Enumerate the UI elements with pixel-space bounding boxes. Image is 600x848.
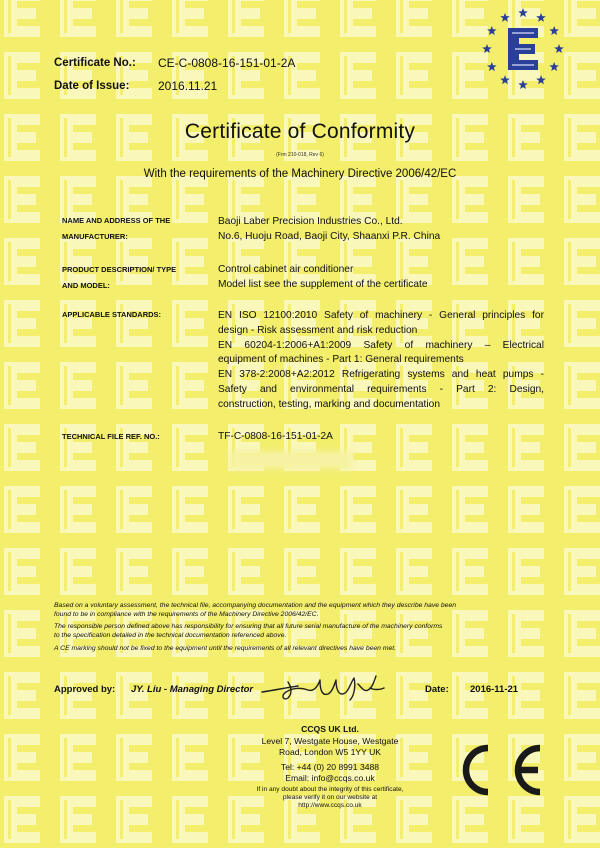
logo-star: [536, 75, 546, 84]
ce-mark-icon: [448, 740, 548, 800]
logo-star: [549, 62, 559, 71]
eu-stars-e-logo-icon: [480, 6, 566, 92]
product-label-line2: AND MODEL:: [62, 281, 110, 290]
manufacturer-name: Baoji Laber Precision Industries Co., Ltd.: [218, 216, 403, 227]
note-line: A CE marking should not be fixed to the equipment until the requirements of all relevant directives have been met.: [54, 645, 397, 652]
redacted-area: [230, 451, 352, 469]
date-of-issue-value: 2016.11.21: [158, 79, 218, 93]
approval-date-label: Date:: [425, 684, 449, 695]
standard-line: equipment of machines - Part 1: General requirements: [218, 354, 464, 365]
standard-line: EN ISO 12100:2010 Safety of machinery - General principles for: [218, 310, 544, 321]
issuer-address-line1: Level 7, Westgate House, Westgate: [261, 736, 399, 746]
date-of-issue-label: Date of Issue:: [54, 80, 130, 92]
logo-star: [549, 26, 559, 35]
certificate-no-label: Certificate No.:: [54, 57, 136, 69]
standard-line: EN 60204-1:2006+A1:2009 Safety of machinery – Electrical: [218, 340, 544, 351]
standard-line: Safety and environmental requirements - Part 2: Design,: [218, 384, 544, 395]
directive-subtitle: With the requirements of the Machinery Directive 2006/42/EC: [143, 168, 457, 180]
note-line: The responsible person defined above has responsibility for ensuring that all future serial manufacture of the machinery conforms: [54, 623, 443, 630]
technical-file-value: TF-C-0808-16-151-01-2A: [218, 431, 333, 442]
issuer-tel: Tel: +44 (0) 20 8991 3488: [280, 762, 380, 772]
issuer-email: Email: info@ccqs.co.uk: [285, 773, 375, 783]
logo-star: [487, 26, 497, 35]
manufacturer-label-line1: NAME AND ADDRESS OF THE: [62, 216, 171, 225]
logo-star: [487, 62, 497, 71]
issuer-address-line2: Road, London W5 1YY UK: [278, 747, 382, 757]
manufacturer-address: No.6, Huoju Road, Baoji City, Shaanxi P.R. China: [218, 231, 441, 242]
logo-star: [482, 44, 492, 53]
logo-star: [500, 13, 510, 22]
approver-name: JY. Liu - Managing Director: [131, 684, 254, 695]
standards-label: APPLICABLE STANDARDS:: [62, 310, 162, 319]
product-label-line1: PRODUCT DESCRIPTION/ TYPE: [62, 265, 177, 274]
product-model: Model list see the supplement of the certificate: [218, 279, 428, 290]
standard-line: design - Risk assessment and risk reduction: [218, 325, 418, 336]
product-description: Control cabinet air conditioner: [218, 264, 354, 275]
manufacturer-label-line2: MANUFACTURER:: [62, 232, 128, 241]
technical-file-label: TECHNICAL FILE REF. NO.:: [62, 432, 160, 441]
issuer-name: CCQS UK Ltd.: [301, 724, 359, 734]
note-line: found to be in compliance with the requirements of the Machinery Directive 2006/42/EC.: [54, 611, 319, 618]
form-revision: (Frm 210-018, Rev 6): [276, 152, 324, 158]
logo-star: [518, 80, 528, 89]
logo-star: [536, 13, 546, 22]
standard-line: EN 378-2:2008+A2:2012 Refrigerating systems and heat pumps -: [218, 369, 544, 380]
note-line: Based on a voluntary assessment, the technical file, accompanying documentation and the equipment which they describe have been: [54, 602, 457, 609]
approved-by-label: Approved by:: [54, 684, 116, 695]
logo-star: [554, 44, 564, 53]
approval-date-value: 2016-11-21: [470, 684, 519, 695]
logo-star: [518, 8, 528, 17]
handwritten-signature-icon: [258, 668, 388, 702]
issuer-website: http://www.ccqs.co.uk: [298, 802, 362, 809]
note-line: to the specification detailed in the technical documentation referenced above.: [54, 632, 287, 639]
issuer-verify-line2: please verify it on our website at: [282, 794, 378, 801]
certificate-title: Certificate of Conformity: [184, 120, 416, 143]
issuer-verify-line1: If in any doubt about the integrity of this certificate,: [256, 786, 404, 793]
certificate-no-value: CE-C-0808-16-151-01-2A: [158, 56, 296, 70]
standard-line: construction, testing, marking and documentation: [218, 399, 440, 410]
logo-star: [500, 75, 510, 84]
